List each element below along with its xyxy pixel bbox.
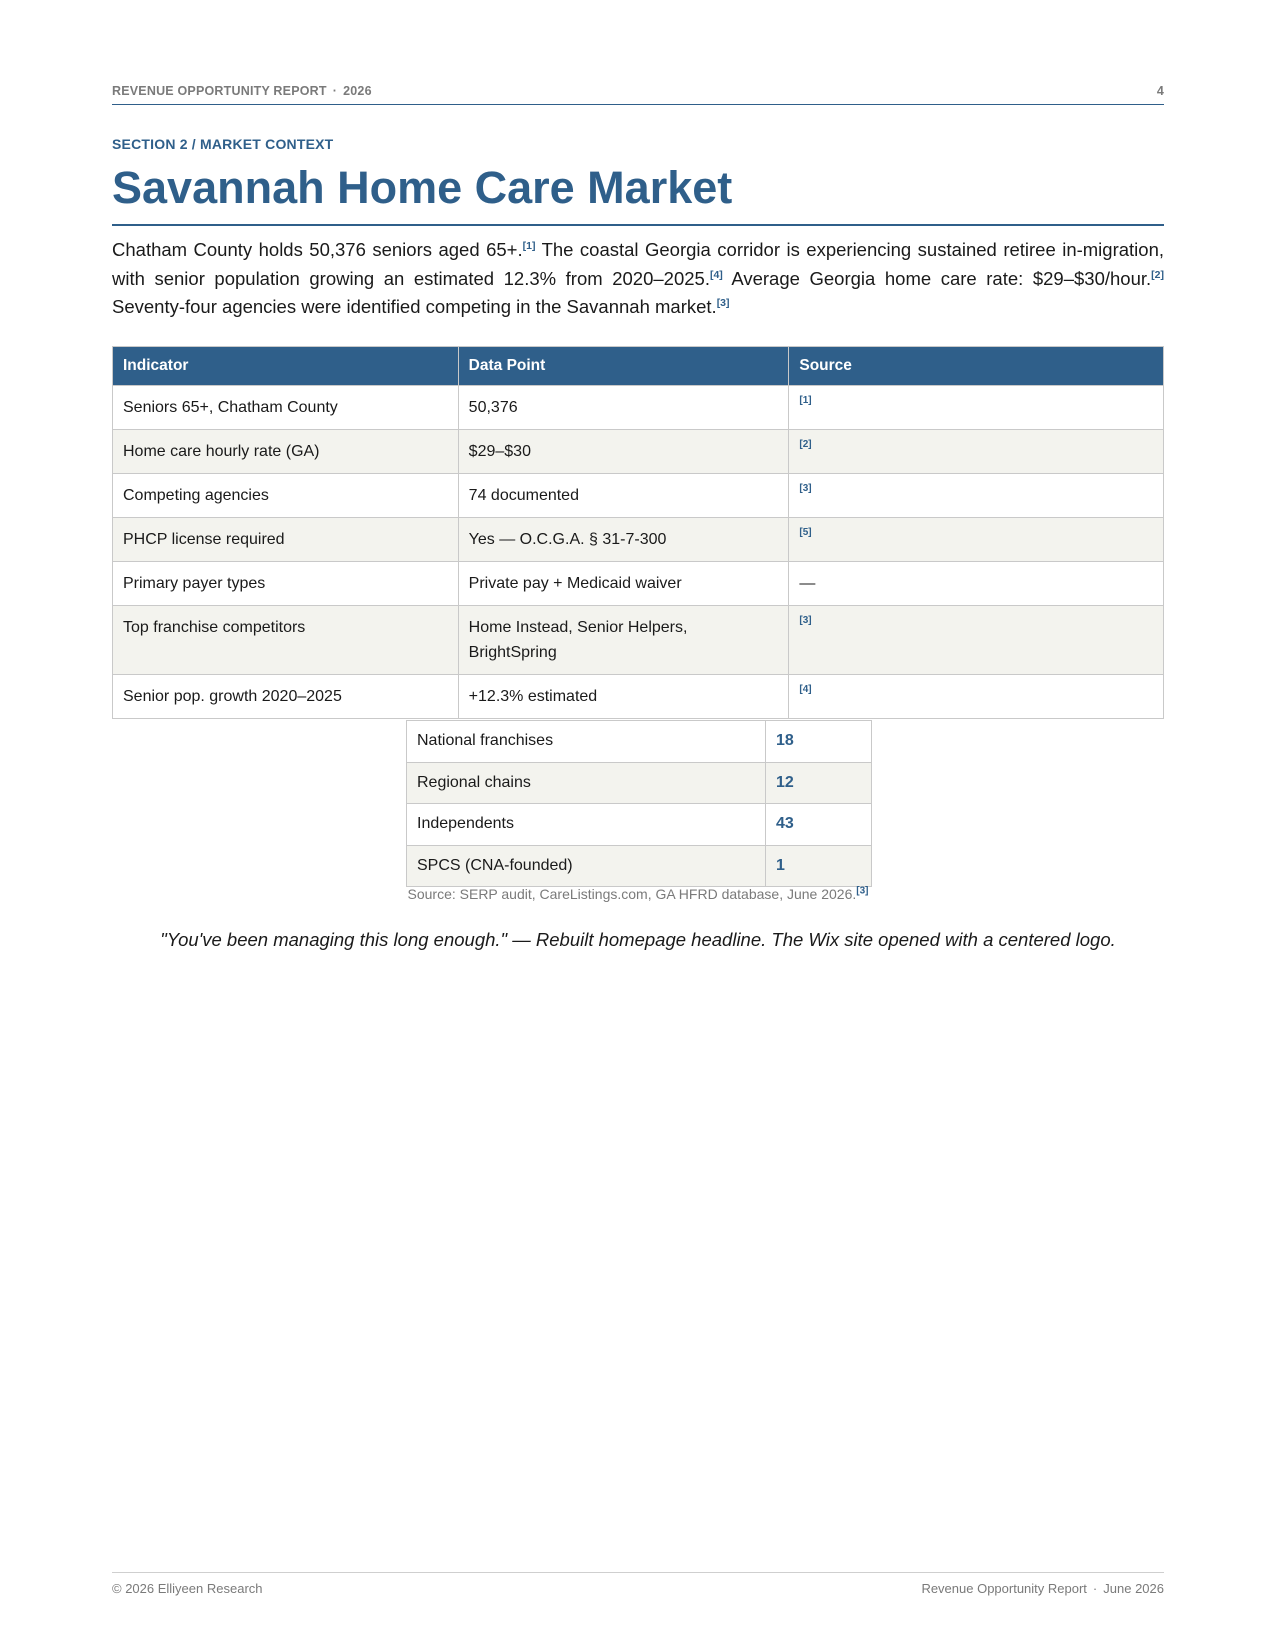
competitor-count-cell: 1	[766, 845, 872, 887]
competitor-counts-table	[406, 720, 872, 887]
table-row	[113, 430, 1164, 474]
data-point-cell: 50,376	[458, 386, 789, 430]
table-row	[113, 474, 1164, 518]
pull-quote: "You've been managing this long enough." — Rebuilt homepage headline. The Wix site opened with a centered logo.	[160, 929, 1116, 950]
running-header-left	[112, 84, 372, 98]
competitor-count-cell: 12	[766, 762, 872, 804]
footer-date: June 2026	[1103, 1581, 1164, 1596]
source-cell: —	[789, 562, 1164, 606]
market-indicators-table	[112, 346, 1164, 719]
intro-sentence: Chatham County holds 50,376 seniors aged 65+.	[112, 239, 523, 260]
page-title: Savannah Home Care Market	[112, 162, 733, 213]
citation-link[interactable]: [4]	[709, 268, 723, 281]
page-number: 4	[1156, 84, 1164, 98]
table-row	[113, 562, 1164, 606]
section-label: SECTION 2 / MARKET CONTEXT	[112, 136, 334, 152]
indicator-cell: Senior pop. growth 2020–2025	[113, 675, 459, 719]
report-name: REVENUE OPPORTUNITY REPORT	[112, 84, 327, 98]
source-note-text: Source: SERP audit, CareListings.com, GA HFRD database, June 2026.	[407, 886, 857, 902]
citation-link[interactable]: [4]	[799, 683, 812, 695]
data-point-cell: Home Instead, Senior Helpers, BrightSpring	[458, 606, 789, 675]
indicator-cell: Competing agencies	[113, 474, 459, 518]
table-row	[407, 762, 872, 804]
report-page	[112, 0, 1164, 1650]
footer-separator: ·	[1092, 1581, 1098, 1596]
source-cell	[789, 386, 1164, 430]
table-row	[407, 845, 872, 887]
citation-link[interactable]: [2]	[1151, 268, 1165, 281]
header-separator: ·	[332, 84, 338, 98]
indicator-cell: PHCP license required	[113, 518, 459, 562]
indicator-cell: Seniors 65+, Chatham County	[113, 386, 459, 430]
title-divider	[112, 224, 1164, 226]
competitor-type-cell: National franchises	[407, 721, 766, 763]
citation-link[interactable]: [3]	[716, 296, 730, 309]
source-cell	[789, 675, 1164, 719]
intro-sentence: Seventy-four agencies were identified competing in the Savannah market.	[112, 296, 717, 317]
table-row	[113, 675, 1164, 719]
indicator-cell: Home care hourly rate (GA)	[113, 430, 459, 474]
competitor-count-cell: 18	[766, 721, 872, 763]
footer-right	[921, 1581, 1164, 1596]
competitor-type-cell: Regional chains	[407, 762, 766, 804]
footer-copyright: © 2026 Elliyeen Research	[112, 1581, 263, 1596]
column-header-indicator: Indicator	[113, 347, 459, 386]
data-point-cell: Private pay + Medicaid waiver	[458, 562, 789, 606]
citation-link[interactable]: [5]	[799, 526, 812, 538]
data-point-cell: 74 documented	[458, 474, 789, 518]
citation-link[interactable]: [1]	[522, 239, 536, 252]
table-row	[407, 804, 872, 846]
data-point-cell: +12.3% estimated	[458, 675, 789, 719]
intro-sentence: Average Georgia home care rate: $29–$30/hour.	[722, 267, 1152, 289]
competitor-type-cell: Independents	[407, 804, 766, 846]
source-cell	[789, 606, 1164, 675]
citation-link[interactable]: [3]	[856, 885, 869, 897]
intro-sentence: The coastal Georgia corridor is experiencing sustained retiree in-migration, with senior population growing an estimated 12.3% from 2020–2025.	[112, 239, 1165, 289]
source-cell	[789, 518, 1164, 562]
competitor-type-cell: SPCS (CNA-founded)	[407, 845, 766, 887]
column-header-source: Source	[789, 347, 1164, 386]
source-cell	[789, 430, 1164, 474]
table-row	[113, 606, 1164, 675]
running-header	[112, 84, 1164, 105]
page-footer	[112, 1572, 1164, 1596]
source-cell	[789, 474, 1164, 518]
report-year: 2026	[343, 84, 372, 98]
citation-link[interactable]: [1]	[799, 394, 812, 406]
table-row	[113, 386, 1164, 430]
citation-link[interactable]: [2]	[799, 438, 812, 450]
indicator-cell: Primary payer types	[113, 562, 459, 606]
citation-link[interactable]: [3]	[799, 614, 812, 626]
competitor-count-cell: 43	[766, 804, 872, 846]
footer-report-name: Revenue Opportunity Report	[921, 1581, 1087, 1596]
table-row	[113, 518, 1164, 562]
data-point-cell: Yes — O.C.G.A. § 31-7-300	[458, 518, 789, 562]
column-header-data-point: Data Point	[458, 347, 789, 386]
table-row	[407, 721, 872, 763]
data-point-cell: $29–$30	[458, 430, 789, 474]
citation-link[interactable]: [3]	[799, 482, 812, 494]
table-header-row	[113, 347, 1164, 386]
indicator-cell: Top franchise competitors	[113, 606, 459, 675]
intro-paragraph	[112, 236, 1164, 322]
table-source-note	[112, 886, 1164, 902]
